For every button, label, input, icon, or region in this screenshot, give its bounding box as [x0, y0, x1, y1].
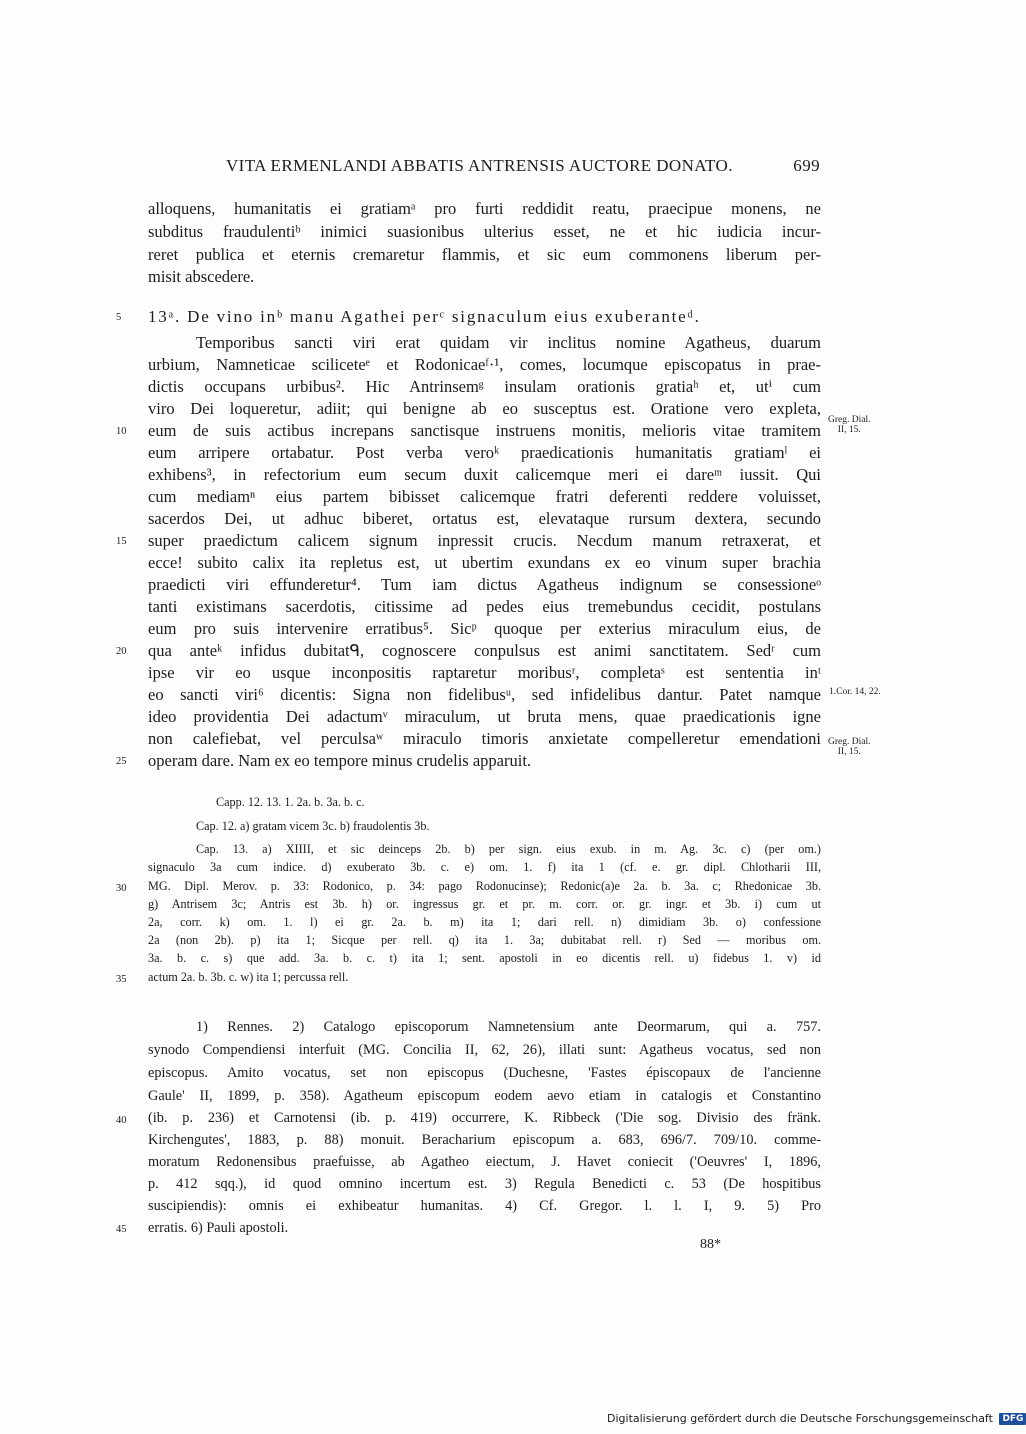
- line-number: 20: [116, 646, 127, 657]
- footnote-line: (ib. p. 236) et Carnotensi (ib. p. 419) occurrere, K. Ribbeck ('Die sog. Divisio des fränk.: [148, 1110, 821, 1126]
- text-line: ideo providentia Dei adactumᵛ miraculum, ut bruta mens, quae praedicationis igne: [148, 707, 821, 726]
- text-line: Temporibus sancti viri erat quidam vir inclitus nomine Agatheus, duarum: [196, 333, 821, 352]
- line-number: 35: [116, 974, 127, 985]
- text-line: alloquens, humanitatis ei gratiamᵃ pro furti reddidit reatu, praecipue monens, ne: [148, 199, 821, 218]
- text-line: exhibens³, in refectorium eum secum duxit calicemque meri ei dareᵐ iussit. Qui: [148, 465, 821, 484]
- footnote-line: synodo Compendiensi interfuit (MG. Concilia II, 62, 26), illati sunt: Agatheus vocatus, sed non: [148, 1042, 821, 1058]
- text-line: operam dare. Nam ex eo tempore minus crudelis apparuit.: [148, 751, 532, 770]
- footnote-line: Kirchengutes', 1883, p. 88) monuit. Beracharium episcopum a. 683, 696/7. 709/10. comme-: [148, 1132, 821, 1148]
- text-line: non calefiebat, vel perculsaʷ miraculo timoris anxietate compelleretur emendationi: [148, 729, 821, 748]
- footnote-line: moratum Redonensibus praefuisse, ab Agatheo eiectum, J. Havet coniecit ('Oeuvres' I, 1896,: [148, 1154, 821, 1170]
- text-line: urbium, Namneticae sciliceteᵉ et Rodonicaeᶠ·¹, comes, locumque episcopatus in prae-: [148, 355, 821, 374]
- text-line: cum mediamⁿ eius partem bibisset calicemque fratri deferenti reddere voluisset,: [148, 487, 821, 506]
- footnote-line: Gaule' II, 1899, p. 358). Agatheum episcopum eodem aevo etiam in catalogis et Constantino: [148, 1088, 821, 1104]
- margin-note: [828, 737, 870, 757]
- text-line: sacerdos Dei, ut adhuc biberet, ortatus est, elevataque rursum dextera, secundo: [148, 509, 821, 528]
- text-line: ecce! subito calix ita repletus est, ut ubertim exundans ex eo vinum super brachia: [148, 553, 821, 572]
- margin-note-ref: Greg. Dial.: [828, 415, 871, 425]
- text-line: praedicti viri effunderetur⁴. Tum iam dictus Agatheus indignum se consessioneᵒ: [148, 575, 821, 594]
- text-line: eum arripere ortabatur. Post verba veroᵏ praedicationis humanitatis gratiamˡ ei: [148, 443, 821, 462]
- margin-note: [828, 415, 870, 435]
- line-number: 45: [116, 1224, 127, 1235]
- text-line: super praedictum calicem signum inpressit crucis. Necdum manum retraxerat, et: [148, 531, 821, 550]
- apparatus-line: g) Antrisem 3c; Antris est 3b. h) or. ingressus gr. et pr. m. corr. or. gr. ingr. et 3b. i) cum ut: [148, 897, 821, 911]
- text-line: ipse vir eo usque inconpositis raptaretur moribusʳ, completaˢ est sententia inᵗ: [148, 663, 821, 682]
- chapter-heading: 13ᵃ. De vino inᵇ manu Agathei perᶜ signaculum eius exuberanteᵈ.: [148, 307, 701, 326]
- footer: [607, 1412, 1026, 1425]
- apparatus-line: 3a. b. c. s) que add. 3a. b. c. t) ita 1; sent. apostoli in eo dicentis rell. u) fidebus 1. v) id: [148, 951, 821, 965]
- dfg-logo: DFG: [999, 1413, 1026, 1425]
- apparatus-line: Cap. 12. a) gratam vicem 3c. b) fraudolentis 3b.: [196, 819, 430, 833]
- text-line: dictis occupans urbibus². Hic Antrinsemᵍ insulam orationis gratiaʰ et, utⁱ cum: [148, 377, 821, 396]
- apparatus-line: signaculo 3a cum indice. d) exuberato 3b. c. e) om. 1. f) ita 1 (cf. e. gr. dipl. Chlotharii III,: [148, 860, 821, 874]
- footnote-line: 1) Rennes. 2) Catalogo episcoporum Namnetensium ante Deormarum, qui a. 757.: [196, 1019, 821, 1035]
- running-title: VITA ERMENLANDI ABBATIS ANTRENSIS AUCTORE DONATO.: [226, 156, 733, 175]
- margin-note-ref: Greg. Dial.: [828, 737, 871, 747]
- apparatus-line: MG. Dipl. Merov. p. 33: Rodonico, p. 34: pago Rodonucinse); Redonic(a)e 2a. b. 3a. c; Rhedonicae 3b.: [148, 879, 821, 893]
- text-line: viro Dei loqueretur, adiit; qui benigne ab eo susceptus est. Oratione vero expleta,: [148, 399, 821, 418]
- text-line: subditus fraudulentiᵇ inimici suasionibus ulterius esset, ne et hic iudicia incur-: [148, 222, 821, 241]
- apparatus-line: actum 2a. b. 3b. c. w) ita 1; percussa rell.: [148, 970, 349, 984]
- page-number: 699: [793, 156, 820, 175]
- line-number: 25: [116, 756, 127, 767]
- line-number: 10: [116, 426, 127, 437]
- text-line: eo sancti viri⁶ dicentis: Signa non fidelibusᵘ, sed infidelibus dantur. Patet namque: [148, 685, 821, 704]
- text-line: tanti existimans sacerdotis, citissime ad pedes eius tremebundus cecidit, postulans: [148, 597, 821, 616]
- footnote-line: erratis. 6) Pauli apostoli.: [148, 1220, 289, 1236]
- footer-text: Digitalisierung gefördert durch die Deutsche Forschungsgemeinschaft: [607, 1412, 993, 1425]
- margin-note-loc: II, 15.: [837, 425, 861, 435]
- footnote-line: p. 412 sqq.), id quod omnino incertum est. 3) Regula Benedicti c. 53 (De hospitibus: [148, 1176, 821, 1192]
- margin-note-ref: 1.Cor. 14, 22.: [829, 687, 881, 697]
- text-line: eum pro suis intervenire erratibus⁵. Sicᵖ quoque per exterius miraculum eius, de: [148, 619, 821, 638]
- text-line: misit abscedere.: [148, 267, 255, 286]
- text-line: eum de suis actibus increpans sanctisque instruens monitis, melioris vitae tramitem: [148, 421, 821, 440]
- text-line: qua anteᵏ infidus dubitatᑫ, cognoscere conpulsus est animi sanctitatem. Sedʳ cum: [148, 641, 821, 660]
- signature-mark: 88*: [700, 1237, 721, 1252]
- text-line: reret publica et eternis cremaretur flammis, et sic eum commonens liberum per-: [148, 245, 821, 264]
- margin-note-loc: II, 15.: [837, 747, 861, 757]
- line-number: 5: [116, 312, 122, 323]
- apparatus-line: 2a, corr. k) om. 1. l) ei gr. 2a. b. m) ita 1; dari rell. n) dimidiam 3b. o) confessione: [148, 915, 821, 929]
- line-number: 30: [116, 883, 127, 894]
- margin-note: [829, 687, 881, 697]
- apparatus-line: Capp. 12. 13. 1. 2a. b. 3a. b. c.: [216, 795, 365, 809]
- apparatus-line: Cap. 13. a) XIIII, et sic deinceps 2b. b) per sign. eius exub. in m. Ag. 3c. c) (per om.): [196, 842, 821, 856]
- line-number: 40: [116, 1115, 127, 1126]
- line-number: 15: [116, 536, 127, 547]
- apparatus-line: 2a (non 2b). p) ita 1; Sicque per rell. q) ita 1. 3a; dubitabat rell. r) Sed — moribus om.: [148, 933, 821, 947]
- footnote-line: suscipiendis): omnis ei exhibeatur humanitas. 4) Cf. Gregor. l. l. I, 9. 5) Pro: [148, 1198, 821, 1214]
- footnote-line: episcopus. Amito vocatus, set non episcopus (Duchesne, 'Fastes épiscopaux de l'ancienne: [148, 1065, 821, 1081]
